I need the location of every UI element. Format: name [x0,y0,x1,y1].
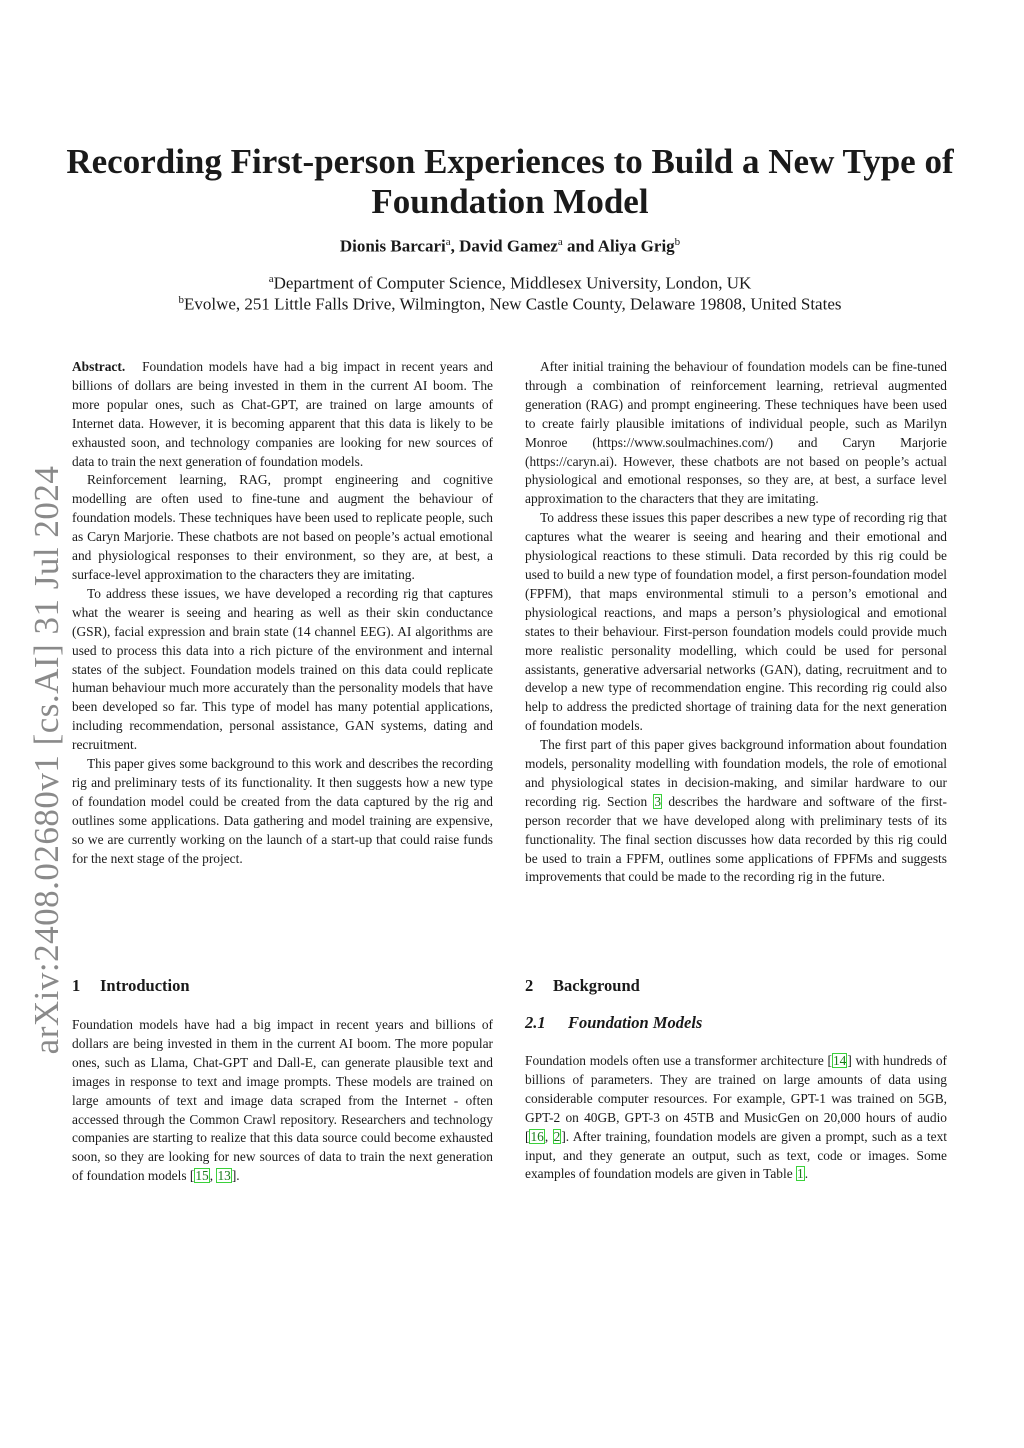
subsection-number: 2.1 [525,1013,546,1032]
introduction-paragraph [72,1016,493,1186]
body-paragraph: After initial training the behaviour of foundation models can be fine-tuned through a combination of reinforcement learning, retrieval augmented generation (RAG) and prompt engineering. These techniques have been used to create fairly plausible imitations of individual people, such as Marilyn Monroe (https://www.soulmachines.com/) and Caryn Marjorie (https://caryn.ai). However, these chatbots are not based on people’s actual physiological and emotional responses, so they are, at best, a surface level approximation to the characters that they are imitating. [525,359,947,507]
author-list [60,236,960,257]
citation-close: ]. [231,1168,240,1184]
introduction-body [72,1016,493,1186]
body-text: . [804,1166,809,1182]
section-number: 1 [72,976,81,995]
section-reference-link[interactable]: 3 [654,793,662,809]
paper-title: Recording First-person Experiences to Build a New Type of Foundation Model [66,142,954,221]
body-text: ]. After training, foundation models are given a prompt, such as a text input, and they generate an output, such as text, code or images. Some examples of foundation models are given in Table [525,1128,947,1182]
body-paragraph [525,736,947,887]
section-title: Background [553,976,640,995]
citation-separator: , [544,1128,553,1144]
affiliation-mark: b [178,294,184,306]
author-affiliation-mark: b [674,236,681,248]
section-heading-background [525,976,640,996]
affiliation-a [60,273,960,294]
author-name: Dionis Barcari [339,236,446,256]
citation-link[interactable]: 13 [217,1168,231,1184]
abstract-paragraph: To address these issues, we have developed a recording rig that captures what the wearer is seeing and hearing as well as their skin conductance (GSR), facial expression and brain state (14 channel EEG). AI algorithms are used to process this data into a rich picture of the environment and internal states of the subject. Foundation models trained on this data could replicate human behaviour much more accurately than the personality models that have been developed so far. This type of model has many potential applications, including recommendation, personal assistance, GAN systems, dating and recruitment. [72,585,493,753]
section-title: Introduction [100,976,190,995]
affiliation-text: Evolwe, 251 Little Falls Drive, Wilmington, New Castle County, Delaware 19808, United States [184,294,842,314]
abstract [72,358,493,868]
abstract-paragraph [72,358,493,471]
affiliation-b [60,294,960,315]
abstract-text: Foundation models have had a big impact in recent years and billions of dollars are being invested in them in the current AI boom. The more popular ones, such as Chat-GPT, are trained on large amounts of Internet data. However, it is becoming apparent that this data is likely to be exhausted soon, and technology companies are looking for new sources of data to train the next generation of foundation models. [72,359,493,469]
introduction-text: Foundation models have had a big impact in recent years and billions of dollars are being invested in them in the current AI boom. The more popular ones, such as Llama, Chat-GPT and Dall-E, can generate plausible text and images in response to text and image prompts. These models are trained on large amounts of text and image data scraped from the Internet - often accessed through the Common Crawl repository. Researchers and technology companies are starting to realize that this data source could become exhausted soon, so they are looking for new sources of data to train the next generation of foundation models [ [72,1017,493,1184]
body-text: The first part of this paper gives background information about foundation models, personality modelling with foundation models, the role of emotional and physiological states in decision-making, and similar hardware to our recording rig. Section [525,737,947,809]
citation-link[interactable]: 16 [530,1128,544,1144]
body-text: describes the hardware and software of the first-person recorder that we have developed along with preliminary tests of its functionality. The final section discusses how data recorded by this rig could be used to train a FPFM, outlines some applications of FPFMs and suggests improvements that could be made to the recording rig in the future. [525,793,947,885]
table-reference-link[interactable]: 1 [797,1166,804,1182]
author-separator: , [450,236,460,256]
section-number: 2 [525,976,534,995]
affiliation-mark: a [268,273,274,285]
body-paragraph: To address these issues this paper describes a new type of recording rig that captures what the wearer is seeing and hearing and their emotional and physiological reactions to these stimuli. Data recorded by this rig could be used to build a new type of foundation model, a first person-foundation model (FPFM), that maps environmental stimuli to a person’s emotional and physiological reactions, and maps a person’s physiological and emotional states to their behaviour. First-person foundation models could provide much more realistic personality modelling, which could be used for personal assistants, generative adversarial networks (GAN), dating, recruitment and to develop a new type of recommendation engine. This recording rig could also help to address the predicted shortage of training data for the next generation of foundation models. [525,510,947,734]
right-column-body [525,358,947,887]
abstract-paragraph: Reinforcement learning, RAG, prompt engineering and cognitive modelling are often used to fine-tune and augment the behaviour of foundation models. These techniques have been used to replicate people, such as Caryn Marjorie. These chatbots are not based on people’s actual emotional and physiological responses to their environment, so they are, at best, a surface-level approximation to the characters they are imitating. [72,472,493,582]
body-text: ] with hundreds of billions of parameters. They are trained on large amounts of data using considerable computer resources. For example, GPT-1 was trained on 5GB, GPT-2 on 40GB, GPT-3 on 45TB and MusicGen on 20,000 hours of audio [ [525,1053,947,1144]
arxiv-identifier-stamp: arXiv:2408.02680v1 [cs.AI] 31 Jul 2024 [27,465,66,1055]
author-affiliation-mark: a [445,236,451,248]
citation-separator: , [209,1168,217,1184]
body-paragraph [525,1052,947,1184]
body-text: Foundation models often use a transformer architecture [ [525,1053,832,1068]
subsection-title: Foundation Models [568,1013,703,1032]
author-name: Aliya Grig [597,236,675,256]
citation-link[interactable]: 14 [832,1053,847,1068]
subsection-heading-foundation-models [525,1013,702,1033]
section-heading-introduction [72,976,190,996]
abstract-label: Abstract. [72,359,126,374]
citation-link[interactable]: 2 [553,1128,561,1144]
abstract-paragraph: This paper gives some background to this work and describes the recording rig and preliminary tests of its functionality. It then suggests how a new type of foundation model could be created from the data captured by the rig and outlines some applications. Data gathering and model training are expensive, so we are currently working on the launch of a start-up that could raise funds for the next stage of the project. [72,756,493,866]
author-affiliation-mark: a [557,236,563,248]
foundation-models-body [525,1052,947,1184]
citation-link[interactable]: 15 [195,1168,209,1184]
author-name: David Gamez [459,236,558,256]
author-separator: and [562,236,598,256]
affiliation-text: Department of Computer Science, Middlesex University, London, UK [273,273,752,293]
